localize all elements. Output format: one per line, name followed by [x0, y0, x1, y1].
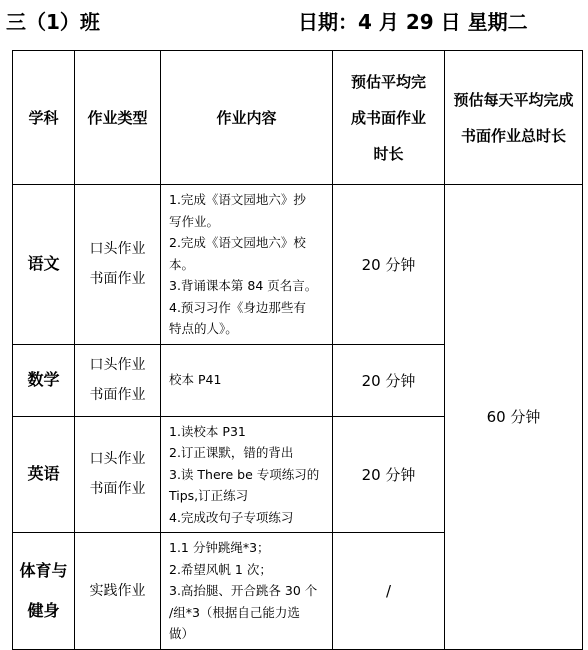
- content-cell: [161, 416, 333, 533]
- type-label: 书面作业: [89, 481, 146, 498]
- date-label: 日期：4 月 29 日 星期二: [298, 10, 528, 34]
- content-line: 4.完成改句子专项练习: [169, 509, 294, 525]
- content-cell: [161, 533, 333, 650]
- header-subject: 学科: [13, 51, 75, 185]
- content-line: Tips,订正练习: [169, 488, 249, 503]
- type-label: 口头作业: [89, 241, 146, 258]
- header-time-line: 预估平均完: [350, 72, 426, 91]
- time-cell: 20 分钟: [333, 416, 445, 533]
- header-content: 作业内容: [161, 51, 333, 185]
- content-line: 3.高抬腿、开合跳各 30 个: [169, 583, 318, 598]
- content-line: 1.1 分钟跳绳*3；: [169, 540, 270, 555]
- content-line: 4.预习习作《身边那些有: [169, 299, 306, 315]
- content-cell: [161, 344, 333, 416]
- content-line: 写作业。: [169, 213, 220, 229]
- subject-cell: [13, 416, 75, 533]
- table-header-row: [13, 51, 583, 185]
- content-line: 本。: [169, 256, 195, 272]
- content-line: /组*3（根据自己能力选: [169, 604, 300, 620]
- content-cell: [161, 185, 333, 345]
- header-estimated-time: [333, 51, 445, 185]
- content-line: 特点的人》。: [169, 321, 238, 336]
- type-cell: [75, 533, 161, 650]
- homework-table: [12, 50, 583, 650]
- time-cell: 20 分钟: [333, 344, 445, 416]
- header-total-line: 预估每天平均完成: [453, 90, 574, 109]
- content-line: 做）: [169, 626, 195, 641]
- type-label: 书面作业: [89, 271, 146, 288]
- content-line: 2.希望风帆 1 次；: [169, 561, 272, 577]
- header-time-line: 成书面作业: [350, 108, 426, 127]
- content-line: 3.读 There be 专项练习的: [169, 466, 320, 482]
- header-time-line: 时长: [373, 144, 404, 163]
- header-type: 作业类型: [75, 51, 161, 185]
- page-header: [0, 6, 588, 34]
- subject-label: 体育与: [19, 560, 68, 580]
- total-time-cell: 60 分钟: [445, 185, 583, 650]
- content-line: 2.订正课默，错的背出: [169, 445, 294, 460]
- type-label: 书面作业: [89, 387, 146, 403]
- content-line: 1.读校本 P31: [169, 423, 246, 439]
- subject-cell: [13, 533, 75, 650]
- subject-label: 语文: [27, 254, 60, 274]
- class-name: 三（1）班: [6, 10, 100, 34]
- header-total-time: [445, 51, 583, 185]
- subject-label: 健身: [27, 600, 60, 620]
- content-line: 3.背诵课本第 84 页名言。: [169, 278, 318, 293]
- type-label: 实践作业: [89, 582, 146, 599]
- subject-label: 英语: [27, 464, 60, 484]
- table-row: [13, 185, 583, 345]
- time-cell: /: [333, 533, 445, 650]
- time-cell: 20 分钟: [333, 185, 445, 345]
- type-cell: [75, 185, 161, 345]
- header-total-line: 书面作业总时长: [460, 126, 566, 145]
- type-label: 口头作业: [89, 357, 146, 373]
- content-line: 校本 P41: [169, 372, 222, 388]
- type-cell: [75, 416, 161, 533]
- content-line: 2.完成《语文园地六》校: [169, 235, 306, 250]
- subject-label: 数学: [27, 370, 60, 389]
- subject-cell: [13, 344, 75, 416]
- subject-cell: [13, 185, 75, 345]
- type-cell: [75, 344, 161, 416]
- content-line: 1.完成《语文园地六》抄: [169, 192, 306, 207]
- type-label: 口头作业: [89, 451, 146, 468]
